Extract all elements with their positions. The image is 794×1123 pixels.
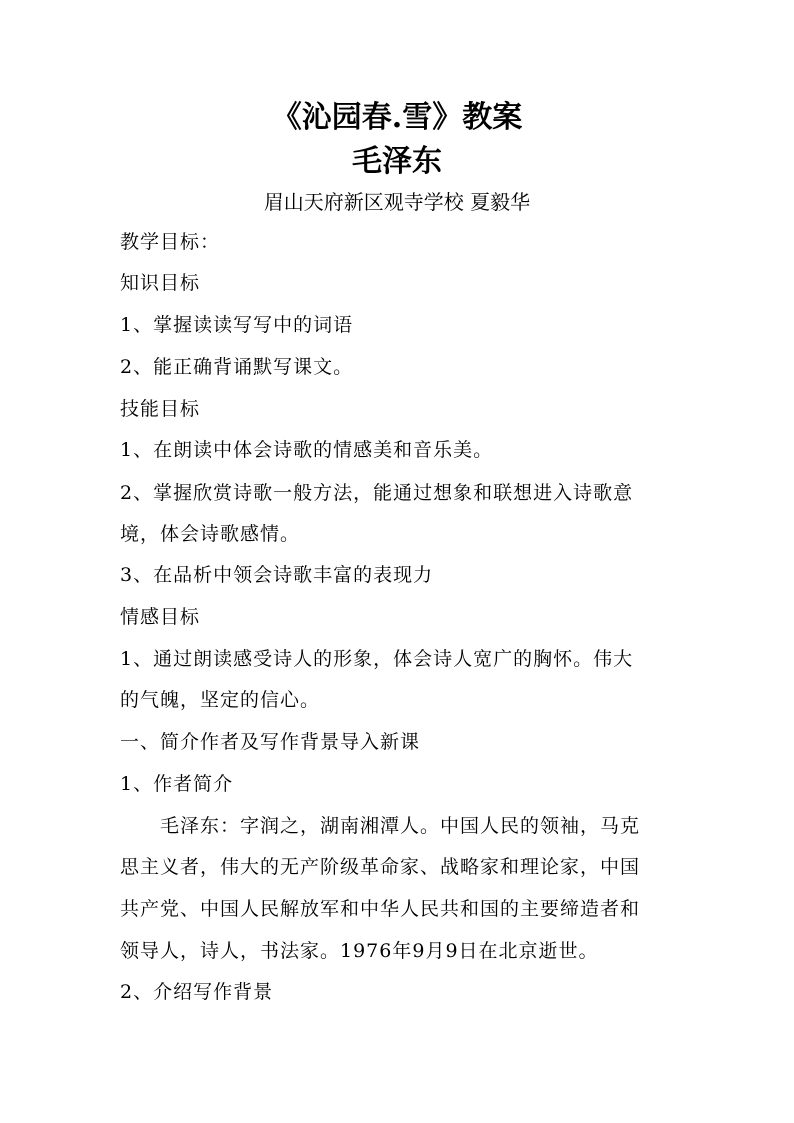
- text-line: 2、掌握欣赏诗歌一般方法，能通过想象和联想进入诗歌意: [120, 482, 634, 504]
- text-line: 2、介绍写作背景: [120, 981, 274, 1003]
- author-byline: 眉山天府新区观寺学校 夏毅华: [263, 190, 531, 214]
- text-line: 共产党、中国人民解放军和中华人民共和国的主要缔造者和: [120, 898, 641, 920]
- text-line: 境，体会诗歌感情。: [120, 523, 301, 545]
- text-line: 1、掌握读读写写中的词语: [120, 314, 354, 336]
- text-line: 1、在朗读中体会诗歌的情感美和音乐美。: [120, 439, 494, 461]
- text-line: 思主义者，伟大的无产阶级革命家、战略家和理论家，中国: [120, 856, 641, 878]
- document-subtitle: 毛泽东: [352, 144, 442, 179]
- text-line: 教学目标：: [120, 231, 221, 253]
- text-line: 毛泽东：字润之，湖南湘潭人。中国人民的领袖，马克: [160, 815, 641, 837]
- text-line: 领导人，诗人，书法家。1976年9月9日在北京逝世。: [120, 940, 599, 962]
- text-line: 1、作者简介: [120, 773, 234, 795]
- text-line: 的气魄，坚定的信心。: [120, 689, 321, 711]
- document-title: 《沁园春.雪》教案: [271, 100, 523, 135]
- text-line: 知识目标: [120, 272, 201, 294]
- text-line: 情感目标: [120, 606, 201, 628]
- text-line: 一、简介作者及写作背景导入新课: [120, 731, 421, 753]
- text-line: 2、能正确背诵默写课文。: [120, 356, 354, 378]
- text-line: 技能目标: [120, 398, 201, 420]
- text-line: 1、通过朗读感受诗人的形象，体会诗人宽广的胸怀。伟大: [120, 648, 634, 670]
- text-line: 3、在品析中领会诗歌丰富的表现力: [120, 564, 434, 586]
